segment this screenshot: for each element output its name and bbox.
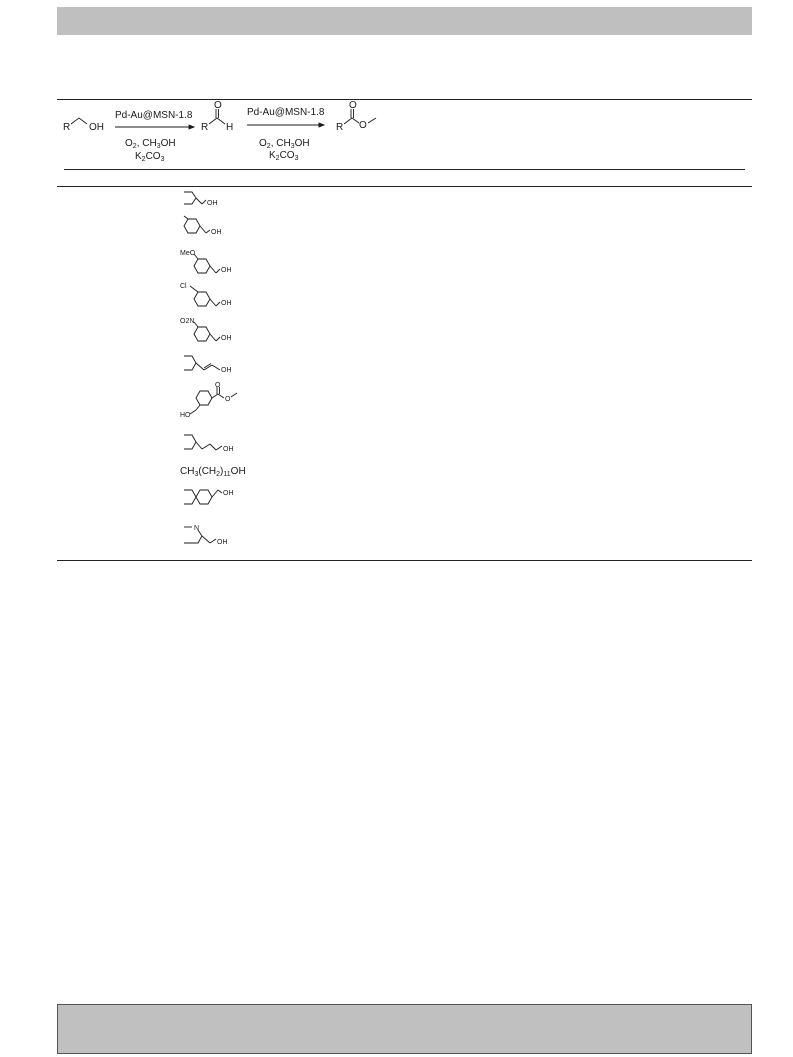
substrate-3-oh: OH [221, 267, 232, 274]
step1-conditions-1: $O_2$, $CH_3OH$ [125, 138, 176, 150]
ester-o-label: O [359, 120, 367, 131]
substrate-5-oh: OH [221, 335, 232, 342]
substrate-4-methoxybenzyl-alcohol [180, 246, 280, 276]
substrate-4-nitrobenzyl-alcohol [180, 314, 280, 346]
reaction-scheme [57, 100, 752, 170]
substrate-7-ester-o: O [225, 396, 231, 403]
ester-carbonyl-o: O [349, 100, 357, 111]
substrate-2-pyridinemethanol [180, 522, 280, 552]
table-bottom-rule [57, 560, 752, 561]
aldehyde-o-label: O [214, 100, 222, 111]
table-header-rule [57, 186, 752, 187]
aldehyde-r-label: R [201, 122, 209, 133]
substrate-10-oh: OH [223, 490, 234, 497]
substrate-4-cl: Cl [180, 283, 187, 290]
substrate-cinnamyl-alcohol [180, 352, 280, 380]
aldehyde-h-label: H [226, 122, 234, 133]
reactant-oh-label: OH [89, 122, 104, 133]
substrate-5-o2n: O2N [180, 318, 195, 325]
substrate-8-oh: OH [223, 446, 234, 453]
substrate-2-oh: OH [211, 229, 222, 236]
substrate-2-naphthalenemethanol [180, 484, 290, 514]
substrate-11-oh: OH [217, 539, 228, 546]
step1-reagent: Pd-Au@MSN-1.8 [115, 110, 193, 121]
reactant-r-label: R [63, 122, 71, 133]
substrate-4-oh: OH [221, 300, 232, 307]
ester-r-label: R [336, 122, 344, 133]
substrate-1-oh: OH [207, 200, 218, 207]
substrate-4-methylbenzyl-alcohol [180, 214, 280, 240]
reaction-scheme-drawing [57, 100, 457, 170]
substrate-7-ho: HO [180, 412, 191, 419]
substrate-9-formula: $CH_3(CH_2)_{11}OH$ [180, 466, 246, 478]
substrate-dodecanol [180, 462, 290, 478]
step2-conditions-1: $O_2$, $CH_3OH$ [259, 138, 310, 150]
substrate-methyl-hydroxymethylbenzoate [180, 382, 290, 422]
page-footer-bar [57, 1004, 752, 1054]
substrate-benzyl-alcohol [180, 188, 280, 210]
substrate-4-chlorobenzyl-alcohol [180, 280, 280, 310]
step2-reagent: Pd-Au@MSN-1.8 [247, 107, 325, 118]
substrate-3-meo: MeO [180, 250, 196, 257]
page-header-bar [57, 7, 752, 35]
substrate-6-oh: OH [221, 367, 232, 374]
substrate-11-n: N [194, 525, 200, 532]
substrate-7-carbonyl-o: O [215, 382, 221, 389]
step2-conditions-2: $K_2CO_3$ [269, 150, 299, 162]
substrate-3-phenylpropanol [180, 432, 280, 458]
substrate-column [180, 186, 330, 558]
step1-conditions-2: $K_2CO_3$ [135, 151, 165, 163]
